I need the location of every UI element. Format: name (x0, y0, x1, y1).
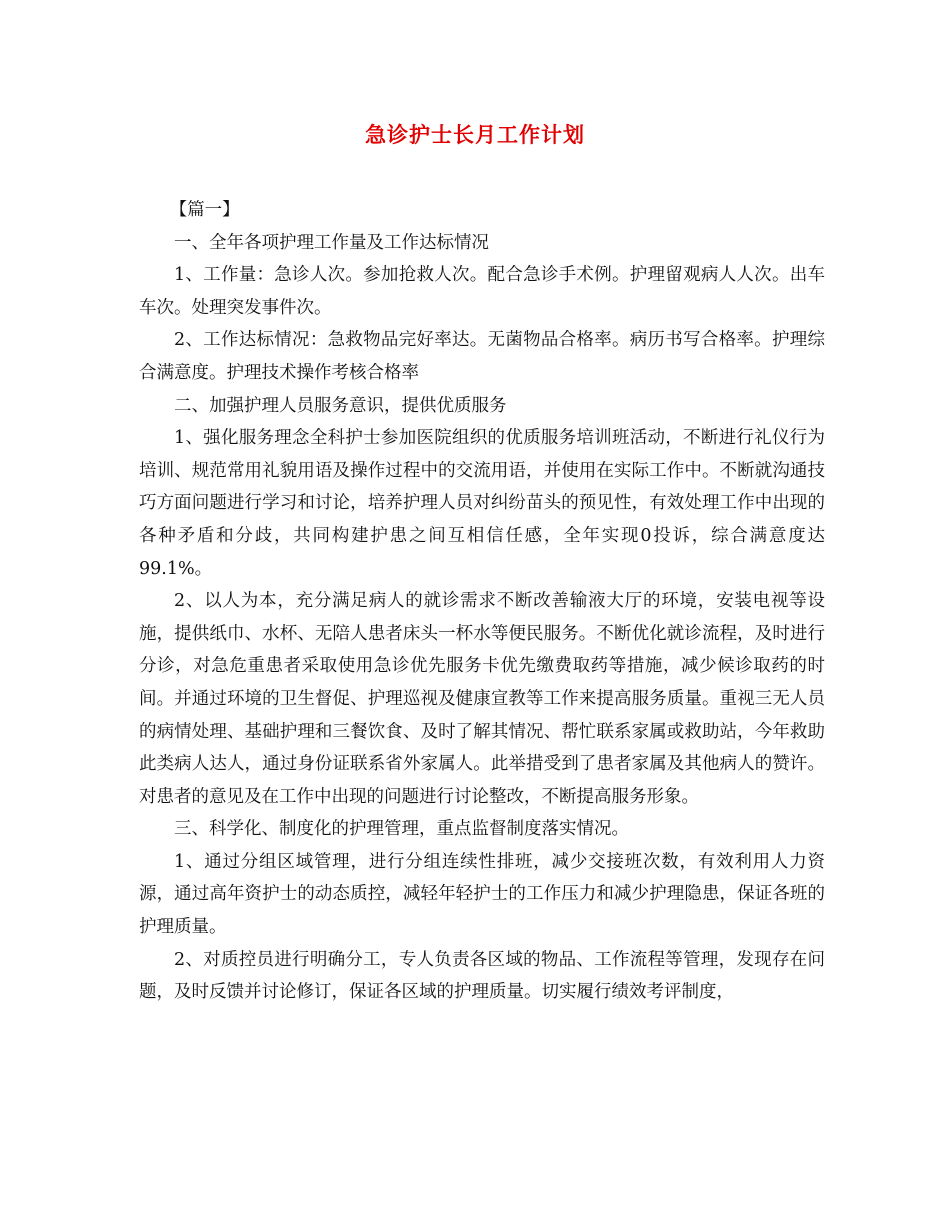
heading-paragraph: 二、加强护理人员服务意识，提供优质服务 (174, 395, 507, 416)
body-paragraph: 2、以人为本，充分满足病人的就诊需求不断改善输液大厅的环境，安装电视等设施，提供纸巾、水杯、无陪人患者床头一杯水等便民服务。不断优化就诊流程，及时进行分诊，对急危重患者采取使用急诊优先服务卡优先缴费取药等措施，减少候诊取药的时间。并通过环境的卫生督促、护理巡视及健康宣教等工作来提高服务质量。重视三无人员的病情处理、基础护理和三餐饮食、及时了解其情况、帮忙联系家属或救助站，今年救助此类病人达人，通过身份证联系省外家属人。此举措受到了患者家属及其他病人的赞许。对患者的意见及在工作中出现的问题进行讨论整改，不断提高服务形象。 (139, 591, 825, 807)
body-paragraph: 2、工作达标情况：急救物品完好率达。无菌物品合格率。病历书写合格率。护理综合满意度。护理技术操作考核合格率 (139, 330, 825, 383)
section-label: 【篇一】 (169, 200, 240, 220)
document-body (139, 194, 825, 1009)
heading-paragraph: 一、全年各项护理工作量及工作达标情况 (174, 232, 489, 253)
document-title: 急诊护士长月工作计划 (365, 123, 585, 147)
body-paragraph: 1、强化服务理念全科护士参加医院组织的优质服务培训班活动，不断进行礼仪行为培训、规范常用礼貌用语及操作过程中的交流用语，并使用在实际工作中。不断就沟通技巧方面问题进行学习和讨论，培养护理人员对纠纷苗头的预见性，有效处理工作中出现的各种矛盾和分歧，共同构建护患之间互相信任感，全年实现0投诉，综合满意度达99.1%。 (139, 428, 825, 579)
body-paragraph: 2、对质控员进行明确分工，专人负责各区域的物品、工作流程等管理，发现存在问题，及时反馈并讨论修订，保证各区域的护理质量。切实履行绩效考评制度， (139, 949, 825, 1003)
body-paragraph: 1、通过分组区域管理，进行分组连续性排班，减少交接班次数，有效利用人力资源，通过高年资护士的动态质控，减轻年轻护士的工作压力和减少护理隐患，保证各班的护理质量。 (139, 851, 825, 938)
body-paragraph: 1、工作量：急诊人次。参加抢救人次。配合急诊手术例。护理留观病人人次。出车车次。处理突发事件次。 (139, 265, 825, 318)
heading-paragraph: 三、科学化、制度化的护理管理，重点监督制度落实情况。 (174, 819, 629, 840)
